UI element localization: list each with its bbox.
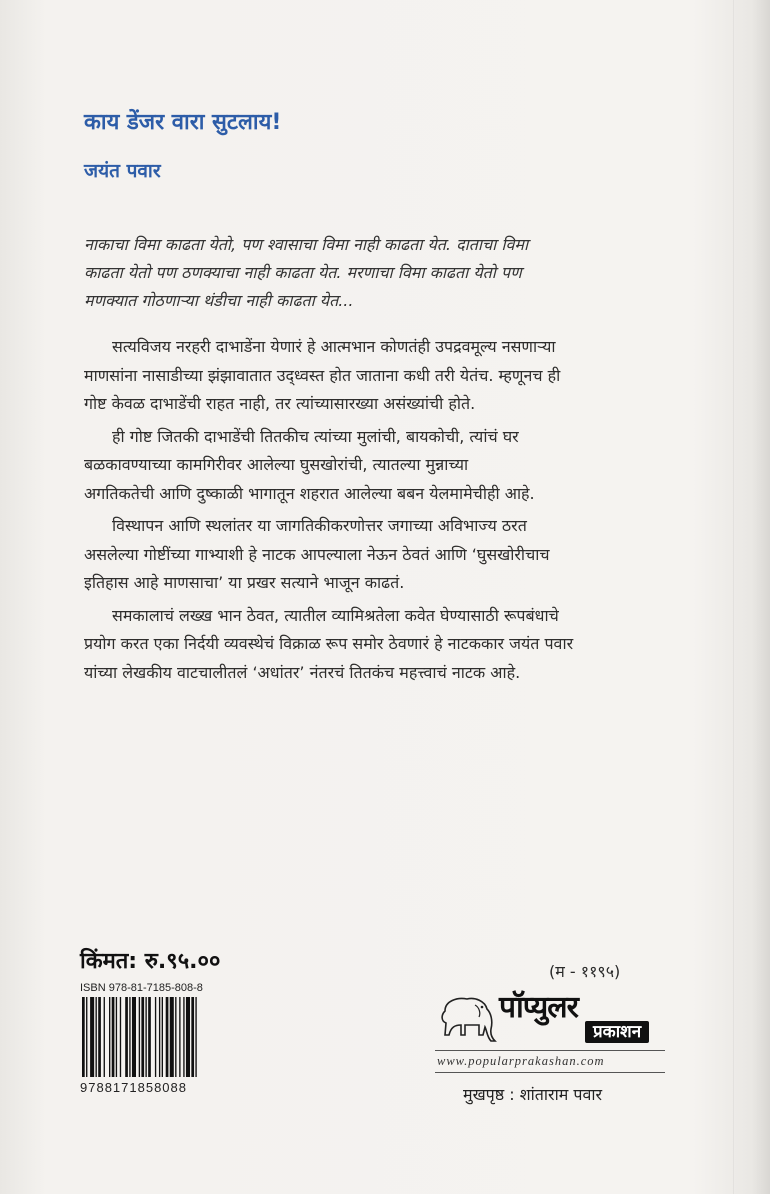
divider [435,1050,665,1051]
barcode-bar [116,997,117,1077]
divider [435,1072,665,1073]
barcode-bar [159,997,160,1077]
blurb-quote [84,231,664,315]
paragraph-line: अगतिकतेची आणि दुष्काळी भागातून शहरात आलेल्या बबन येलमामेचीही आहे. [84,483,535,503]
blurb-paragraph [84,423,674,509]
paragraph-line: ही गोष्ट जितकी दाभाडेंची तितकीच त्यांच्या मुलांची, बायकोची, त्यांचं घर [112,426,519,446]
paragraph-line: समकालाचं लख्ख भान ठेवत, त्यातील व्यामिश्रतेला कवेत घेण्यासाठी रूपबंधाचे [112,605,559,625]
isbn-barcode [80,997,245,1077]
barcode-bar [86,997,87,1077]
publisher-name: पॉप्युलर [499,990,578,1025]
quote-line: मणक्यात गोठणाऱ्या थंडीचा नाही काढता येत... [84,291,354,310]
barcode-bar [125,997,128,1077]
paragraph-line: गोष्ट केवळ दाभाडेंची राहत नाही, तर त्यांच्यासारख्या असंख्यांची होते. [84,394,476,413]
paragraph-line: माणसांना नासाडीच्या झंझावातात उद्ध्वस्त होत जाताना कधी तरी येतंच. म्हणूनच ही [84,365,561,385]
blurb-paragraph [84,333,674,419]
barcode-bar [155,997,156,1077]
barcode-bar [183,997,184,1077]
barcode-bar [139,997,140,1077]
barcode-bar [129,997,130,1077]
barcode-bar [179,997,180,1077]
barcode-bar [186,997,190,1077]
barcode-bar [141,997,144,1077]
paragraph-line: यांच्या लेखकीय वाटचालीतलं ‘अधांतर’ नंतरचं तितकंच महत्त्वाचं नाटक आहे. [84,662,521,682]
barcode-bar [82,997,85,1077]
paragraph-line: सत्यविजय नरहरी दाभाडेंना येणारं हे आत्मभान कोणतंही उपद्रवमूल्य नसणाऱ्या [112,337,556,356]
barcode-bar [90,997,94,1077]
barcode-bar [112,997,115,1077]
barcode-bar [132,997,136,1077]
cover-edge-shadow [752,0,770,1194]
paragraph-line: विस्थापन आणि स्थलांतर या जागतिकीकरणोत्तर जगाच्या अविभाज्य ठरत [112,516,527,535]
isbn-label: ISBN 978-81-7185-808-8 [80,982,203,994]
paragraph-line: बळकावण्याच्या कामगिरीवर आलेल्या घुसखोरांची, त्यातल्या मुन्नाच्या [84,455,469,474]
price-label: किंमत: रु.९५.०० [80,949,221,974]
book-code: (म - ११९५) [549,962,621,981]
barcode-bar [191,997,194,1077]
paragraph-line: इतिहास आहे माणसाचा’ या प्रखर सत्याने भाजून काढतं. [84,573,405,592]
quote-line: काढता येतो पण ठणक्याचा नाही काढता येत. मरणाचा विमा काढता येतो पण [84,263,522,282]
barcode-bar [175,997,176,1077]
barcode-bar [98,997,101,1077]
barcode-bar [104,997,105,1077]
publisher-logo [435,985,667,1053]
publisher-website: www.popularprakashan.com [437,1054,605,1068]
blurb-paragraph [84,602,674,688]
barcode-bar [170,997,174,1077]
paragraph-line: प्रयोग करत एका निर्दयी व्यवस्थेचं विक्राळ रूप समोर ठेवणारं हे नाटककार जयंत पवार [84,634,574,653]
publisher-subtitle: प्रकाशन [585,1021,649,1043]
barcode-bar [166,997,169,1077]
cover-fold-line [733,0,734,1194]
blurb-paragraph [84,512,674,598]
barcode-bar [162,997,163,1077]
elephant-logo-icon [435,991,497,1045]
barcode-bar [148,997,151,1077]
barcode-bar [195,997,196,1077]
barcode-bar [120,997,121,1077]
blurb-body [84,333,674,691]
barcode-bar [109,997,110,1077]
barcode-bar [145,997,146,1077]
cover-credit: मुखपृष्ठ : शांताराम पवार [463,1085,603,1104]
barcode-number: 9788171858088 [80,1080,187,1095]
quote-line: नाकाचा विमा काढता येतो, पण श्वासाचा विमा नाही काढता येत. दाताचा विमा [84,235,529,254]
paragraph-line: असलेल्या गोष्टींच्या गाभ्याशी हे नाटक आपल्याला नेऊन ठेवतं आणि ‘घुसखोरीचाच [84,544,550,564]
book-title: काय डेंजर वारा सुटलाय! [84,110,282,135]
author-name: जयंत पवार [84,160,161,182]
barcode-bar [96,997,97,1077]
